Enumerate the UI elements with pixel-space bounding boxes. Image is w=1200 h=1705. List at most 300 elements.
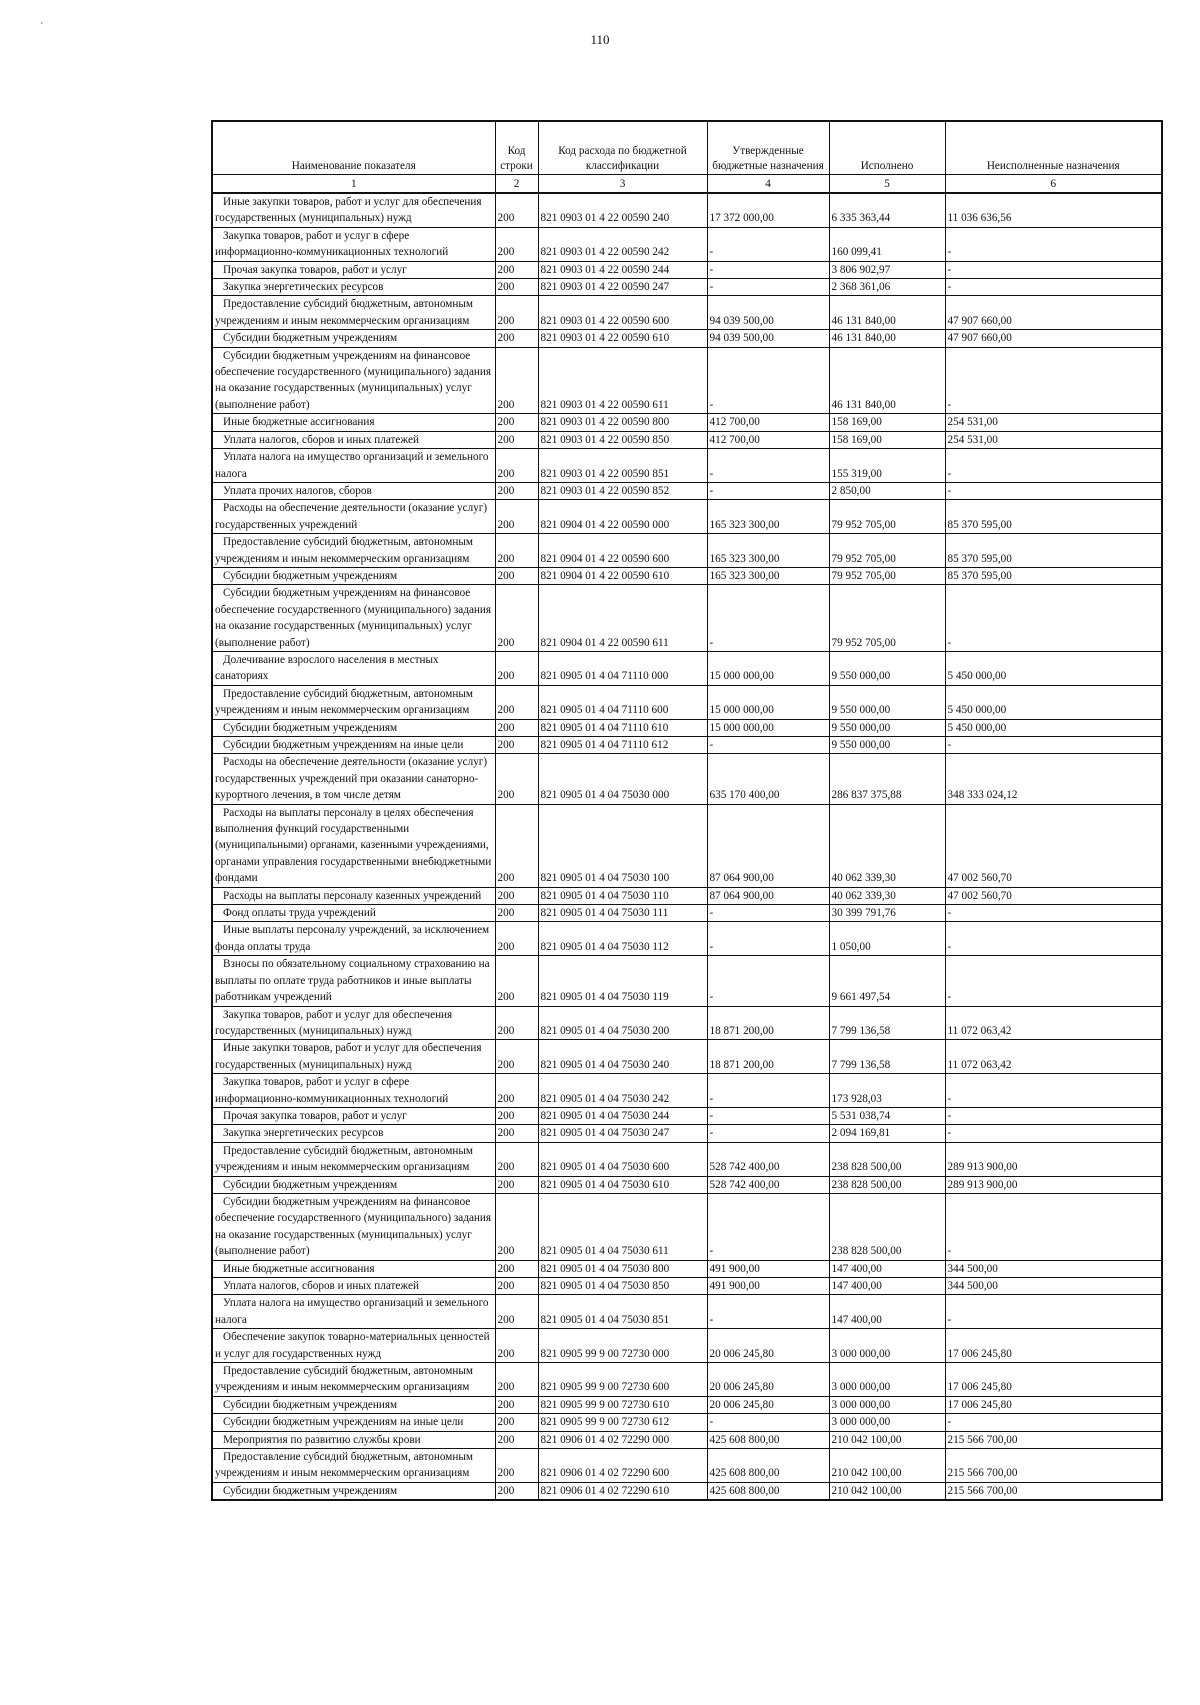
- indicator-name-text: Прочая закупка товаров, работ и услуг: [223, 263, 407, 276]
- row-executed: 7 799 136,58: [829, 1040, 945, 1074]
- row-approved: -: [707, 1074, 829, 1108]
- table-row: [212, 1125, 1162, 1142]
- page-number: 110: [590, 32, 610, 47]
- row-line-code: 200: [495, 567, 538, 584]
- row-approved: 15 000 000,00: [707, 719, 829, 736]
- row-budget-code: 821 0905 01 4 04 71110 610: [538, 719, 707, 736]
- row-unexecuted: 11 072 063,42: [945, 1006, 1162, 1040]
- table-row: [212, 567, 1162, 584]
- row-indicator-name: [212, 685, 495, 719]
- row-executed: 3 000 000,00: [829, 1396, 945, 1413]
- row-approved: 425 608 800,00: [707, 1431, 829, 1448]
- indicator-name-text: Иные бюджетные ассигнования: [223, 416, 375, 429]
- indicator-name-text: Предоставление субсидий бюджетным, автономным учреждениям и иным некоммерческим организациям: [215, 536, 473, 565]
- row-approved: 20 006 245,80: [707, 1363, 829, 1397]
- row-executed: 9 550 000,00: [829, 651, 945, 685]
- row-unexecuted: 85 370 595,00: [945, 534, 1162, 568]
- indicator-name-text: Иные закупки товаров, работ и услуг для обеспечения государственных (муниципальных) нужд: [215, 1042, 482, 1071]
- row-unexecuted: -: [945, 1125, 1162, 1142]
- row-unexecuted: 47 002 560,70: [945, 804, 1162, 887]
- row-executed: 238 828 500,00: [829, 1193, 945, 1260]
- indicator-name-text: Субсидии бюджетным учреждениям: [223, 721, 398, 734]
- row-indicator-name: [212, 754, 495, 804]
- scan-mark: `: [40, 22, 44, 33]
- row-unexecuted: -: [945, 1107, 1162, 1124]
- row-approved: 425 608 800,00: [707, 1482, 829, 1500]
- row-budget-code: 821 0905 01 4 04 75030 610: [538, 1176, 707, 1193]
- row-unexecuted: -: [945, 1295, 1162, 1329]
- row-indicator-name: [212, 651, 495, 685]
- header-line-code: Код строки: [495, 121, 538, 175]
- row-line-code: 200: [495, 482, 538, 499]
- row-indicator-name: [212, 956, 495, 1006]
- table-row: [212, 347, 1162, 414]
- row-executed: 158 169,00: [829, 431, 945, 448]
- row-approved: -: [707, 1295, 829, 1329]
- row-line-code: 200: [495, 279, 538, 296]
- row-unexecuted: 11 036 636,56: [945, 193, 1162, 227]
- row-unexecuted: -: [945, 1193, 1162, 1260]
- row-indicator-name: [212, 585, 495, 652]
- row-executed: 9 550 000,00: [829, 737, 945, 754]
- row-unexecuted: 47 002 560,70: [945, 887, 1162, 904]
- row-indicator-name: [212, 737, 495, 754]
- row-budget-code: 821 0905 99 9 00 72730 610: [538, 1396, 707, 1413]
- row-line-code: 200: [495, 1260, 538, 1277]
- row-indicator-name: [212, 482, 495, 499]
- indicator-name-text: Фонд оплаты труда учреждений: [223, 907, 376, 920]
- row-indicator-name: [212, 1431, 495, 1448]
- row-indicator-name: [212, 296, 495, 330]
- row-executed: 3 000 000,00: [829, 1329, 945, 1363]
- row-line-code: 200: [495, 719, 538, 736]
- table-row: [212, 1278, 1162, 1295]
- row-line-code: 200: [495, 1295, 538, 1329]
- row-indicator-name: [212, 804, 495, 887]
- row-executed: 210 042 100,00: [829, 1482, 945, 1500]
- indicator-name-text: Закупка энергетических ресурсов: [223, 1127, 384, 1140]
- row-unexecuted: -: [945, 956, 1162, 1006]
- row-line-code: 200: [495, 754, 538, 804]
- row-budget-code: 821 0905 01 4 04 75030 247: [538, 1125, 707, 1142]
- table-row: [212, 482, 1162, 499]
- table-body: [212, 193, 1162, 1500]
- indicator-name-text: Уплата налога на имущество организаций и земельного налога: [215, 451, 489, 480]
- row-indicator-name: [212, 261, 495, 278]
- row-budget-code: 821 0904 01 4 22 00590 000: [538, 500, 707, 534]
- indicator-name-text: Иные бюджетные ассигнования: [223, 1262, 375, 1275]
- indicator-name-text: Расходы на выплаты персоналу казенных учреждений: [223, 889, 482, 902]
- table-row: [212, 1431, 1162, 1448]
- row-line-code: 200: [495, 1396, 538, 1413]
- row-indicator-name: [212, 1142, 495, 1176]
- row-indicator-name: [212, 922, 495, 956]
- indicator-name-text: Обеспечение закупок товарно-материальных ценностей и услуг для государственных нужд: [215, 1331, 490, 1360]
- table-row: [212, 1482, 1162, 1500]
- row-line-code: 200: [495, 296, 538, 330]
- row-line-code: 200: [495, 1431, 538, 1448]
- row-budget-code: 821 0903 01 4 22 00590 247: [538, 279, 707, 296]
- table-row: [212, 1040, 1162, 1074]
- row-approved: 18 871 200,00: [707, 1006, 829, 1040]
- row-approved: -: [707, 922, 829, 956]
- indicator-name-text: Закупка товаров, работ и услуг для обеспечения государственных (муниципальных) нужд: [215, 1008, 453, 1037]
- column-number: 1: [212, 175, 495, 194]
- table-row: [212, 431, 1162, 448]
- row-executed: 46 131 840,00: [829, 330, 945, 347]
- row-line-code: 200: [495, 804, 538, 887]
- row-unexecuted: 289 913 900,00: [945, 1176, 1162, 1193]
- row-budget-code: 821 0905 01 4 04 75030 611: [538, 1193, 707, 1260]
- row-executed: 3 000 000,00: [829, 1414, 945, 1431]
- row-line-code: 200: [495, 905, 538, 922]
- row-executed: 3 806 902,97: [829, 261, 945, 278]
- table-row: [212, 414, 1162, 431]
- row-indicator-name: [212, 567, 495, 584]
- row-budget-code: 821 0905 01 4 04 75030 110: [538, 887, 707, 904]
- row-indicator-name: [212, 1329, 495, 1363]
- row-line-code: 200: [495, 1142, 538, 1176]
- indicator-name-text: Субсидии бюджетным учреждениям на финансовое обеспечение государственного (муниципального) задания на оказание государственных (муниципальных) услуг (выполнение работ): [215, 349, 492, 411]
- row-line-code: 200: [495, 1006, 538, 1040]
- header-unexecuted: Неисполненные назначения: [945, 121, 1162, 175]
- row-unexecuted: 17 006 245,80: [945, 1329, 1162, 1363]
- row-budget-code: 821 0905 01 4 04 75030 242: [538, 1074, 707, 1108]
- row-approved: -: [707, 1107, 829, 1124]
- row-unexecuted: 5 450 000,00: [945, 651, 1162, 685]
- row-executed: 40 062 339,30: [829, 887, 945, 904]
- indicator-name-text: Предоставление субсидий бюджетным, автономным учреждениям и иным некоммерческим организациям: [215, 1451, 473, 1480]
- indicator-name-text: Взносы по обязательному социальному страхованию на выплаты по оплате труда работников и иные выплаты работникам учреждений: [215, 958, 490, 1004]
- row-line-code: 200: [495, 261, 538, 278]
- row-unexecuted: 5 450 000,00: [945, 719, 1162, 736]
- row-line-code: 200: [495, 1278, 538, 1295]
- indicator-name-text: Субсидии бюджетным учреждениям: [223, 332, 398, 345]
- row-unexecuted: 17 006 245,80: [945, 1396, 1162, 1413]
- row-budget-code: 821 0905 01 4 04 75030 111: [538, 905, 707, 922]
- row-line-code: 200: [495, 330, 538, 347]
- row-budget-code: 821 0903 01 4 22 00590 850: [538, 431, 707, 448]
- table-row: [212, 1074, 1162, 1108]
- row-unexecuted: 47 907 660,00: [945, 330, 1162, 347]
- row-unexecuted: -: [945, 279, 1162, 296]
- row-budget-code: 821 0906 01 4 02 72290 600: [538, 1449, 707, 1483]
- row-budget-code: 821 0903 01 4 22 00590 851: [538, 449, 707, 483]
- row-budget-code: 821 0905 01 4 04 75030 851: [538, 1295, 707, 1329]
- row-indicator-name: [212, 887, 495, 904]
- table-row: [212, 905, 1162, 922]
- row-executed: 173 928,03: [829, 1074, 945, 1108]
- row-executed: 3 000 000,00: [829, 1363, 945, 1397]
- row-line-code: 200: [495, 956, 538, 1006]
- column-number-row: [212, 175, 1162, 194]
- row-indicator-name: [212, 1278, 495, 1295]
- indicator-name-text: Расходы на обеспечение деятельности (оказание услуг) государственных учреждений: [215, 502, 488, 531]
- indicator-name-text: Закупка товаров, работ и услуг в сфере информационно-коммуникационных технологий: [215, 1076, 449, 1105]
- table-row: [212, 449, 1162, 483]
- row-indicator-name: [212, 1449, 495, 1483]
- row-executed: 6 335 363,44: [829, 193, 945, 227]
- row-budget-code: 821 0905 99 9 00 72730 000: [538, 1329, 707, 1363]
- row-executed: 79 952 705,00: [829, 567, 945, 584]
- row-indicator-name: [212, 534, 495, 568]
- row-approved: -: [707, 737, 829, 754]
- row-unexecuted: -: [945, 449, 1162, 483]
- row-line-code: 200: [495, 1449, 538, 1483]
- table-row: [212, 296, 1162, 330]
- indicator-name-text: Субсидии бюджетным учреждениям на иные цели: [223, 1416, 464, 1429]
- row-indicator-name: [212, 1482, 495, 1500]
- row-approved: 17 372 000,00: [707, 193, 829, 227]
- header-approved: Утвержденные бюджетные назначения: [707, 121, 829, 175]
- row-approved: -: [707, 585, 829, 652]
- row-approved: -: [707, 1414, 829, 1431]
- column-number: 2: [495, 175, 538, 194]
- row-line-code: 200: [495, 500, 538, 534]
- row-unexecuted: -: [945, 347, 1162, 414]
- row-executed: 2 368 361,06: [829, 279, 945, 296]
- row-unexecuted: -: [945, 922, 1162, 956]
- row-approved: 528 742 400,00: [707, 1176, 829, 1193]
- row-indicator-name: [212, 1396, 495, 1413]
- row-budget-code: 821 0903 01 4 22 00590 610: [538, 330, 707, 347]
- table-row: [212, 193, 1162, 227]
- row-approved: 635 170 400,00: [707, 754, 829, 804]
- indicator-name-text: Предоставление субсидий бюджетным, автономным учреждениям и иным некоммерческим организациям: [215, 1144, 473, 1174]
- row-budget-code: 821 0903 01 4 22 00590 242: [538, 227, 707, 261]
- row-budget-code: 821 0906 01 4 02 72290 610: [538, 1482, 707, 1500]
- row-budget-code: 821 0905 01 4 04 71110 600: [538, 685, 707, 719]
- row-unexecuted: -: [945, 905, 1162, 922]
- table-row: [212, 1363, 1162, 1397]
- row-executed: 79 952 705,00: [829, 500, 945, 534]
- row-indicator-name: [212, 1193, 495, 1260]
- row-unexecuted: -: [945, 737, 1162, 754]
- row-unexecuted: 254 531,00: [945, 414, 1162, 431]
- row-line-code: 200: [495, 431, 538, 448]
- table-row: [212, 1176, 1162, 1193]
- row-line-code: 200: [495, 1193, 538, 1260]
- row-indicator-name: [212, 1074, 495, 1108]
- row-indicator-name: [212, 347, 495, 414]
- table-row: [212, 754, 1162, 804]
- indicator-name-text: Субсидии бюджетным учреждениям на финансовое обеспечение государственного (муниципального) задания на оказание государственных (муниципальных) услуг (выполнение работ): [215, 587, 492, 649]
- row-line-code: 200: [495, 414, 538, 431]
- row-line-code: 200: [495, 534, 538, 568]
- row-line-code: 200: [495, 585, 538, 652]
- indicator-name-text: Иные закупки товаров, работ и услуг для обеспечения государственных (муниципальных) нужд: [215, 196, 482, 225]
- indicator-name-text: Субсидии бюджетным учреждениям: [223, 1398, 398, 1411]
- row-indicator-name: [212, 1040, 495, 1074]
- row-indicator-name: [212, 1414, 495, 1431]
- indicator-name-text: Прочая закупка товаров, работ и услуг: [223, 1109, 407, 1122]
- row-line-code: 200: [495, 1482, 538, 1500]
- row-budget-code: 821 0903 01 4 22 00590 800: [538, 414, 707, 431]
- indicator-name-text: Расходы на обеспечение деятельности (оказание услуг) государственных учреждений при оказании санаторно-курортного лечения, в том числе детям: [215, 756, 488, 802]
- row-unexecuted: -: [945, 227, 1162, 261]
- row-executed: 40 062 339,30: [829, 804, 945, 887]
- indicator-name-text: Субсидии бюджетным учреждениям: [223, 1484, 398, 1497]
- row-unexecuted: 215 566 700,00: [945, 1449, 1162, 1483]
- row-line-code: 200: [495, 1125, 538, 1142]
- row-indicator-name: [212, 905, 495, 922]
- row-approved: 87 064 900,00: [707, 887, 829, 904]
- row-line-code: 200: [495, 737, 538, 754]
- row-unexecuted: -: [945, 1414, 1162, 1431]
- table-row: [212, 279, 1162, 296]
- row-budget-code: 821 0905 01 4 04 75030 600: [538, 1142, 707, 1176]
- row-indicator-name: [212, 1006, 495, 1040]
- row-budget-code: 821 0906 01 4 02 72290 000: [538, 1431, 707, 1448]
- row-budget-code: 821 0905 01 4 04 71110 000: [538, 651, 707, 685]
- row-unexecuted: 17 006 245,80: [945, 1363, 1162, 1397]
- row-approved: -: [707, 905, 829, 922]
- header-budget-code: Код расхода по бюджетной классификации: [538, 121, 707, 175]
- row-executed: 9 550 000,00: [829, 685, 945, 719]
- table-row: [212, 1396, 1162, 1413]
- row-budget-code: 821 0905 01 4 04 75030 119: [538, 956, 707, 1006]
- row-line-code: 200: [495, 193, 538, 227]
- row-unexecuted: 85 370 595,00: [945, 500, 1162, 534]
- row-budget-code: 821 0905 99 9 00 72730 600: [538, 1363, 707, 1397]
- row-approved: 165 323 300,00: [707, 567, 829, 584]
- row-indicator-name: [212, 330, 495, 347]
- row-budget-code: 821 0905 01 4 04 75030 244: [538, 1107, 707, 1124]
- row-line-code: 200: [495, 1176, 538, 1193]
- row-unexecuted: -: [945, 261, 1162, 278]
- row-line-code: 200: [495, 922, 538, 956]
- header-executed: Исполнено: [829, 121, 945, 175]
- row-executed: 147 400,00: [829, 1295, 945, 1329]
- indicator-name-text: Уплата налогов, сборов и иных платежей: [223, 1280, 419, 1292]
- row-executed: 238 828 500,00: [829, 1176, 945, 1193]
- row-approved: 412 700,00: [707, 431, 829, 448]
- table-row: [212, 1260, 1162, 1277]
- row-line-code: 200: [495, 1329, 538, 1363]
- row-unexecuted: -: [945, 585, 1162, 652]
- row-indicator-name: [212, 431, 495, 448]
- row-approved: 15 000 000,00: [707, 651, 829, 685]
- row-line-code: 200: [495, 227, 538, 261]
- indicator-name-text: Закупка энергетических ресурсов: [223, 281, 384, 294]
- row-budget-code: 821 0904 01 4 22 00590 600: [538, 534, 707, 568]
- indicator-name-text: Уплата прочих налогов, сборов: [223, 484, 372, 497]
- row-executed: 210 042 100,00: [829, 1449, 945, 1483]
- row-executed: 2 850,00: [829, 482, 945, 499]
- row-approved: -: [707, 227, 829, 261]
- row-executed: 2 094 169,81: [829, 1125, 945, 1142]
- row-indicator-name: [212, 193, 495, 227]
- row-executed: 9 661 497,54: [829, 956, 945, 1006]
- row-budget-code: 821 0905 01 4 04 75030 850: [538, 1278, 707, 1295]
- table-row: [212, 737, 1162, 754]
- row-line-code: 200: [495, 1040, 538, 1074]
- row-approved: -: [707, 482, 829, 499]
- column-number: 5: [829, 175, 945, 194]
- table-row: [212, 227, 1162, 261]
- row-approved: 425 608 800,00: [707, 1449, 829, 1483]
- row-budget-code: 821 0905 01 4 04 71110 612: [538, 737, 707, 754]
- row-budget-code: 821 0903 01 4 22 00590 611: [538, 347, 707, 414]
- row-approved: -: [707, 1125, 829, 1142]
- row-indicator-name: [212, 279, 495, 296]
- indicator-name-text: Субсидии бюджетным учреждениям: [223, 1178, 398, 1191]
- row-indicator-name: [212, 227, 495, 261]
- row-line-code: 200: [495, 1074, 538, 1108]
- row-approved: -: [707, 449, 829, 483]
- row-indicator-name: [212, 414, 495, 431]
- indicator-name-text: Уплата налога на имущество организаций и земельного налога: [215, 1297, 489, 1326]
- row-line-code: 200: [495, 887, 538, 904]
- row-line-code: 200: [495, 449, 538, 483]
- row-executed: 147 400,00: [829, 1260, 945, 1277]
- table-row: [212, 261, 1162, 278]
- table-row: [212, 1107, 1162, 1124]
- row-indicator-name: [212, 1107, 495, 1124]
- row-budget-code: 821 0904 01 4 22 00590 611: [538, 585, 707, 652]
- table-row: [212, 1449, 1162, 1483]
- row-approved: 18 871 200,00: [707, 1040, 829, 1074]
- row-indicator-name: [212, 500, 495, 534]
- header-indicator-name: Наименование показателя: [212, 121, 495, 175]
- column-number: 3: [538, 175, 707, 194]
- table-row: [212, 804, 1162, 887]
- row-approved: -: [707, 956, 829, 1006]
- row-approved: 165 323 300,00: [707, 534, 829, 568]
- indicator-name-text: Субсидии бюджетным учреждениям на финансовое обеспечение государственного (муниципального) задания на оказание государственных (муниципальных) услуг (выполнение работ): [215, 1195, 492, 1258]
- row-budget-code: 821 0905 01 4 04 75030 200: [538, 1006, 707, 1040]
- row-approved: 15 000 000,00: [707, 685, 829, 719]
- row-indicator-name: [212, 1260, 495, 1277]
- row-executed: 155 319,00: [829, 449, 945, 483]
- row-budget-code: 821 0905 01 4 04 75030 800: [538, 1260, 707, 1277]
- row-indicator-name: [212, 1295, 495, 1329]
- row-approved: 87 064 900,00: [707, 804, 829, 887]
- row-unexecuted: 289 913 900,00: [945, 1142, 1162, 1176]
- row-budget-code: 821 0905 01 4 04 75030 100: [538, 804, 707, 887]
- row-line-code: 200: [495, 347, 538, 414]
- row-approved: 94 039 500,00: [707, 296, 829, 330]
- table-header-row: [212, 121, 1162, 175]
- row-budget-code: 821 0905 01 4 04 75030 240: [538, 1040, 707, 1074]
- row-indicator-name: [212, 1176, 495, 1193]
- row-approved: -: [707, 347, 829, 414]
- table-row: [212, 500, 1162, 534]
- table-row: [212, 330, 1162, 347]
- row-budget-code: 821 0903 01 4 22 00590 600: [538, 296, 707, 330]
- indicator-name-text: Предоставление субсидий бюджетным, автономным учреждениям и иным некоммерческим организациям: [215, 687, 473, 717]
- row-unexecuted: 344 500,00: [945, 1260, 1162, 1277]
- indicator-name-text: Иные выплаты персоналу учреждений, за исключением фонда оплаты труда: [215, 924, 490, 953]
- table-row: [212, 534, 1162, 568]
- row-indicator-name: [212, 449, 495, 483]
- row-approved: 412 700,00: [707, 414, 829, 431]
- row-unexecuted: 254 531,00: [945, 431, 1162, 448]
- indicator-name-text: Уплата налогов, сборов и иных платежей: [223, 433, 419, 446]
- row-indicator-name: [212, 719, 495, 736]
- row-approved: -: [707, 261, 829, 278]
- row-budget-code: 821 0905 01 4 04 75030 112: [538, 922, 707, 956]
- row-executed: 238 828 500,00: [829, 1142, 945, 1176]
- row-unexecuted: 348 333 024,12: [945, 754, 1162, 804]
- row-approved: -: [707, 279, 829, 296]
- row-unexecuted: 47 907 660,00: [945, 296, 1162, 330]
- row-unexecuted: -: [945, 1074, 1162, 1108]
- row-executed: 210 042 100,00: [829, 1431, 945, 1448]
- row-budget-code: 821 0903 01 4 22 00590 852: [538, 482, 707, 499]
- row-executed: 30 399 791,76: [829, 905, 945, 922]
- indicator-name-text: Долечивание взрослого населения в местных санаториях: [215, 653, 439, 683]
